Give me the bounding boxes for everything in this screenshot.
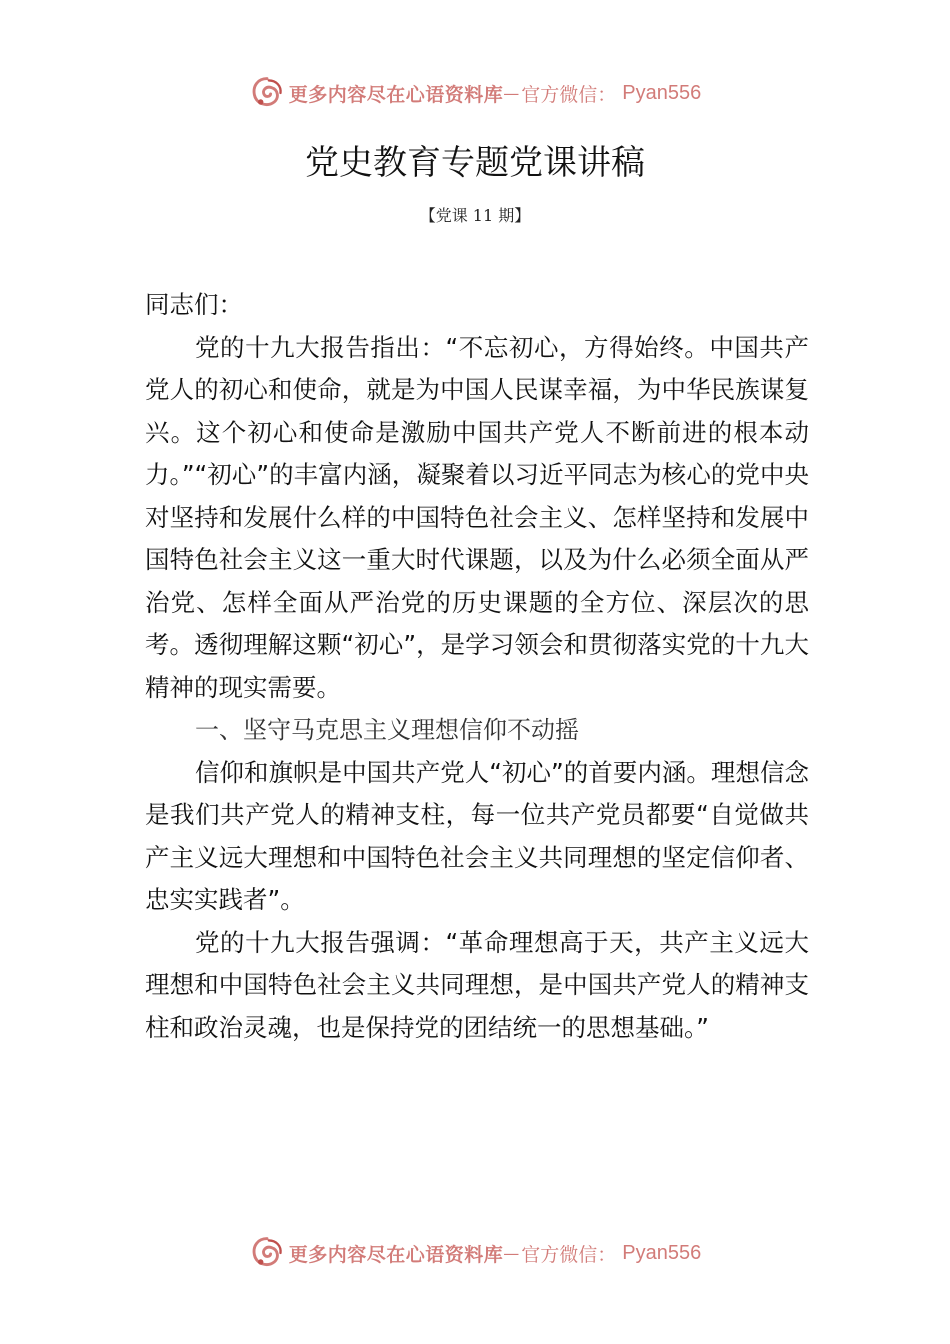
watermark-text: 更多内容尽在心语资料库 xyxy=(288,83,504,106)
page-title: 党史教育专题党课讲稿 xyxy=(305,143,645,183)
watermark-wechat-id: Pyan556 xyxy=(622,1241,702,1264)
header-watermark xyxy=(0,73,950,113)
footer-watermark xyxy=(0,1233,950,1273)
watermark-wechat-id: Pyan556 xyxy=(622,81,702,104)
watermark-wechat-label: 官方微信： xyxy=(521,1243,617,1266)
watermark-separator: — xyxy=(503,1243,520,1263)
body-paragraph: 党的十九大报告强调：“革命理想高于天，共产主义远大理想和中国特色社会主义共同理想，是中国共产党人的精神支柱和政治灵魂，也是保持党的团结统一的思想基础。” xyxy=(145,927,809,1042)
salutation: 同志们： xyxy=(145,290,243,319)
watermark-text: 更多内容尽在心语资料库 xyxy=(288,1243,504,1266)
swirl-logo-icon xyxy=(249,1235,285,1271)
section-heading: 一、坚守马克思主义理想信仰不动摇 xyxy=(195,716,579,744)
page-subtitle: 【党课 11 期】 xyxy=(419,206,531,225)
swirl-logo-icon xyxy=(249,75,285,111)
body-paragraph: 信仰和旗帜是中国共产党人“初心”的首要内涵。理想信念是我们共产党人的精神支柱，每一位共产党员都要“自觉做共产主义远大理想和中国特色社会主义共同理想的坚定信仰者、忠实实践者”。 xyxy=(145,757,809,914)
watermark-wechat-label: 官方微信： xyxy=(521,83,617,106)
document-body xyxy=(145,284,809,1049)
watermark-separator: — xyxy=(503,83,520,103)
body-paragraph: 党的十九大报告指出：“不忘初心，方得始终。中国共产党人的初心和使命，就是为中国人民谋幸福，为中华民族谋复兴。这个初心和使命是激励中国共产党人不断前进的根本动力。”“初心”的丰富内涵，凝聚着以习近平同志为核心的党中央对坚持和发展什么样的中国特色社会主义、怎样坚持和发展中国特色社会主义这一重大时代课题，以及为什么必须全面从严治党、怎样全面从严治党的历史课题的全方位、深层次的思考。透彻理解这颗“初心”，是学习领会和贯彻落实党的十九大精神的现实需要。 xyxy=(145,332,809,702)
